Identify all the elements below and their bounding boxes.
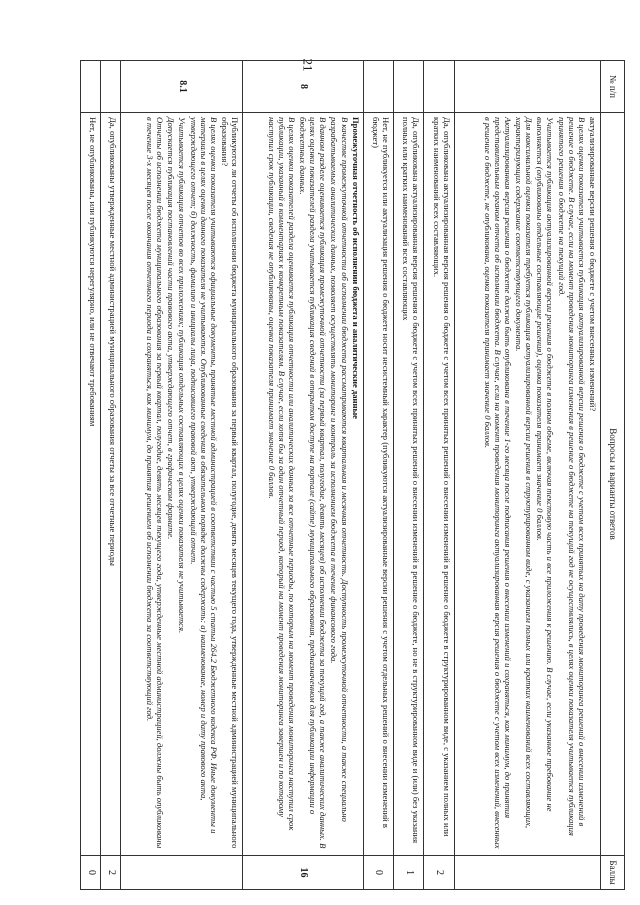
answer-text: Нет, не публикуется или актуализация решения о бюджете носит несистемный характер (публикуются актуализированные версии решения с учетом отдельных решений о внесении изменений в бюджет) (363, 113, 393, 856)
block1-notes (454, 113, 600, 856)
header-row (601, 61, 625, 890)
section-8-1-number: 8.1 (121, 61, 243, 113)
answer-text: Нет, не опубликованы, или публикуются нерегулярно, или не отвечают требованиям (81, 113, 101, 856)
header-score: Баллы (601, 856, 625, 890)
answer-text: Да, опубликована актуализированная версия решения о бюджете с учетом всех принятых решений о внесении изменений в решение о бюджете, но не в структурированном виде и (или) без указания полных или кратких наименований всех составляющих (394, 113, 424, 856)
section-8-1-row (121, 61, 243, 890)
section-8-title: Промежуточная отчетность об исполнении бюджета и аналитические данные (350, 117, 361, 419)
answer-row (363, 61, 393, 890)
section-8-content (243, 113, 364, 856)
answer-score: 0 (363, 856, 393, 890)
note-text: Актуализированная версия решения о бюджете должна быть опубликована в течение 1-го месяца после подписания решения о внесении изменений и сохраняться, как минимум, до принятия представительным органом отчета об исполнении бюджета. В случае, если на момент проведения мониторинга актуализированная версия решения о бюджете с учетом всех изменений, внесенных в решение о бюджете, не опубликована, оценка показателя принимает значение 0 баллов. (482, 117, 513, 849)
section-8-score: 16 (243, 856, 364, 890)
answer-row (394, 61, 424, 890)
section-8-row (243, 61, 364, 890)
answer-text: Да, опубликована актуализированная версия решения о бюджете с учетом всех принятых решений о внесении изменений в решение о бюджете в структурированном виде, с указанием полных или кратких наименований всех составляющих. (424, 113, 454, 856)
note-text: Допускается публикация постановлений части правового акта, утверждающего отчет, в графическом формате. (166, 117, 177, 540)
note-text: В данном разделе оценивается публикация промежуточной отчетности (за первый квартал, полугодие, девять месяцев) об исполнении бюджета за текущий год, а также аналитических данных. В целях оценки показателей раздела учитывается публикация сведений в открытом доступе на портале (сайте) муниципального образования, предназначенном для публикации информации о бюджетных данных. (298, 117, 329, 849)
answer-score: 2 (101, 856, 121, 890)
page-number: 21 (300, 58, 315, 72)
note-text: В целях оценки показателя учитываются официальные документы, принятые местной администрацией в соответствии с частью 5 статьи 264.2 Бюджетного кодекса РФ. Иные документы и материалы в целях оценки данного показателя не учитываются. Опубликованные сведения в обязательном порядке должны содержать: а) наименование, номер и дату правового акта, утверждающего отчет; б) должность, фамилию и инициалы лица, подписавшего правовой акт, утверждающий отчет. (188, 117, 219, 834)
header-question: Вопросы и варианты ответов (601, 113, 625, 856)
answer-score: 1 (394, 856, 424, 890)
section-8-1-title: Публикуются ли отчеты об исполнении бюджета муниципального образования за первый квартал, полугодие, девять месяцев текущего года, утвержденные местной администрацией муниципального образования? (220, 117, 241, 849)
rotated-table-container (80, 60, 625, 890)
answer-score: 2 (424, 856, 454, 890)
answer-row (101, 61, 121, 890)
block1-title: актуализированные версии решения о бюджете с учетом внесенных изменений? (588, 117, 598, 412)
note-text: В целях оценки показателей раздела оценивается публикация отчетности или аналитических данных за все отчетные периоды, по которым на момент проведения мониторинга наступил срок публикации, указанный в комментариях к конкретным показателям. В случае, если хотя бы за один отчетный период, который на момент проведения мониторинга завершен и по которому наступил срок публикации, сведения не опубликованы, оценка показателя принимает значение 0 баллов. (266, 117, 297, 831)
block1-notes-row (454, 61, 600, 890)
answer-score: 0 (81, 856, 101, 890)
section-8-1-content (121, 113, 243, 856)
note-text: Для максимальной оценки показателя требуется публикация актуализированной версии решения в структурированном виде, с указанием полных или кратких наименований всех составляющих, характеризующих содержание соответствующего документа. (514, 117, 535, 829)
section-8-number: 8 (243, 61, 364, 113)
note-text: В целях оценки показателя учитывается публикация актуализированной версии решения о бюджете с учетом всех принятых на дату проведения мониторинга решений о внесении изменений в решение о бюджете. В случае, если на момент проведения мониторинга изменения в решение о бюджете на текущий год не осуществлялись, в целях оценки показателя учитывается публикация принятого решения о бюджете на текущий год. (556, 117, 587, 836)
evaluation-table (80, 60, 625, 890)
note-text: Учитывается публикация актуализированной версии решения о бюджете в полном объеме, включая текстовую часть и все приложения к решению. В случае, если указанное требование не выполняется (опубликованы отдельные составляющие решения), оценка показателя принимает значение 0 баллов. (535, 117, 556, 812)
note-text: В качестве промежуточной отчетности об исполнении бюджета рассматриваются квартальная и месячная отчетность. Доступность промежуточной отчетности, а также специально разрабатываемых аналитических данных, позволяет осуществлять мониторинг и контроль за исполнением бюджета в течение финансового года. (329, 117, 350, 822)
answer-row (81, 61, 101, 890)
rotated-page-frame (80, 60, 625, 890)
answer-text: Да, опубликованы утвержденные местной администрацией муниципального образования отчеты за все отчетные периоды (101, 113, 121, 856)
note-text: Отчеты об исполнении бюджета муниципального образования за первый квартал, полугодие, девять месяцев текущего года, утвержденные местной администрацией, должны быть опубликованы в течение 3-х месяцев после окончания отчетного периода и сохраняться, как минимум, до принятия решением об исполнении бюджета за соответствующий год. (145, 117, 166, 849)
note-text: Учитывается публикация отчетов во всех приложениях; публикация отдельных составляющих в целях оценки показателя не учитывается. (177, 117, 188, 634)
header-num: № п/п (601, 61, 625, 113)
answer-row (424, 61, 454, 890)
